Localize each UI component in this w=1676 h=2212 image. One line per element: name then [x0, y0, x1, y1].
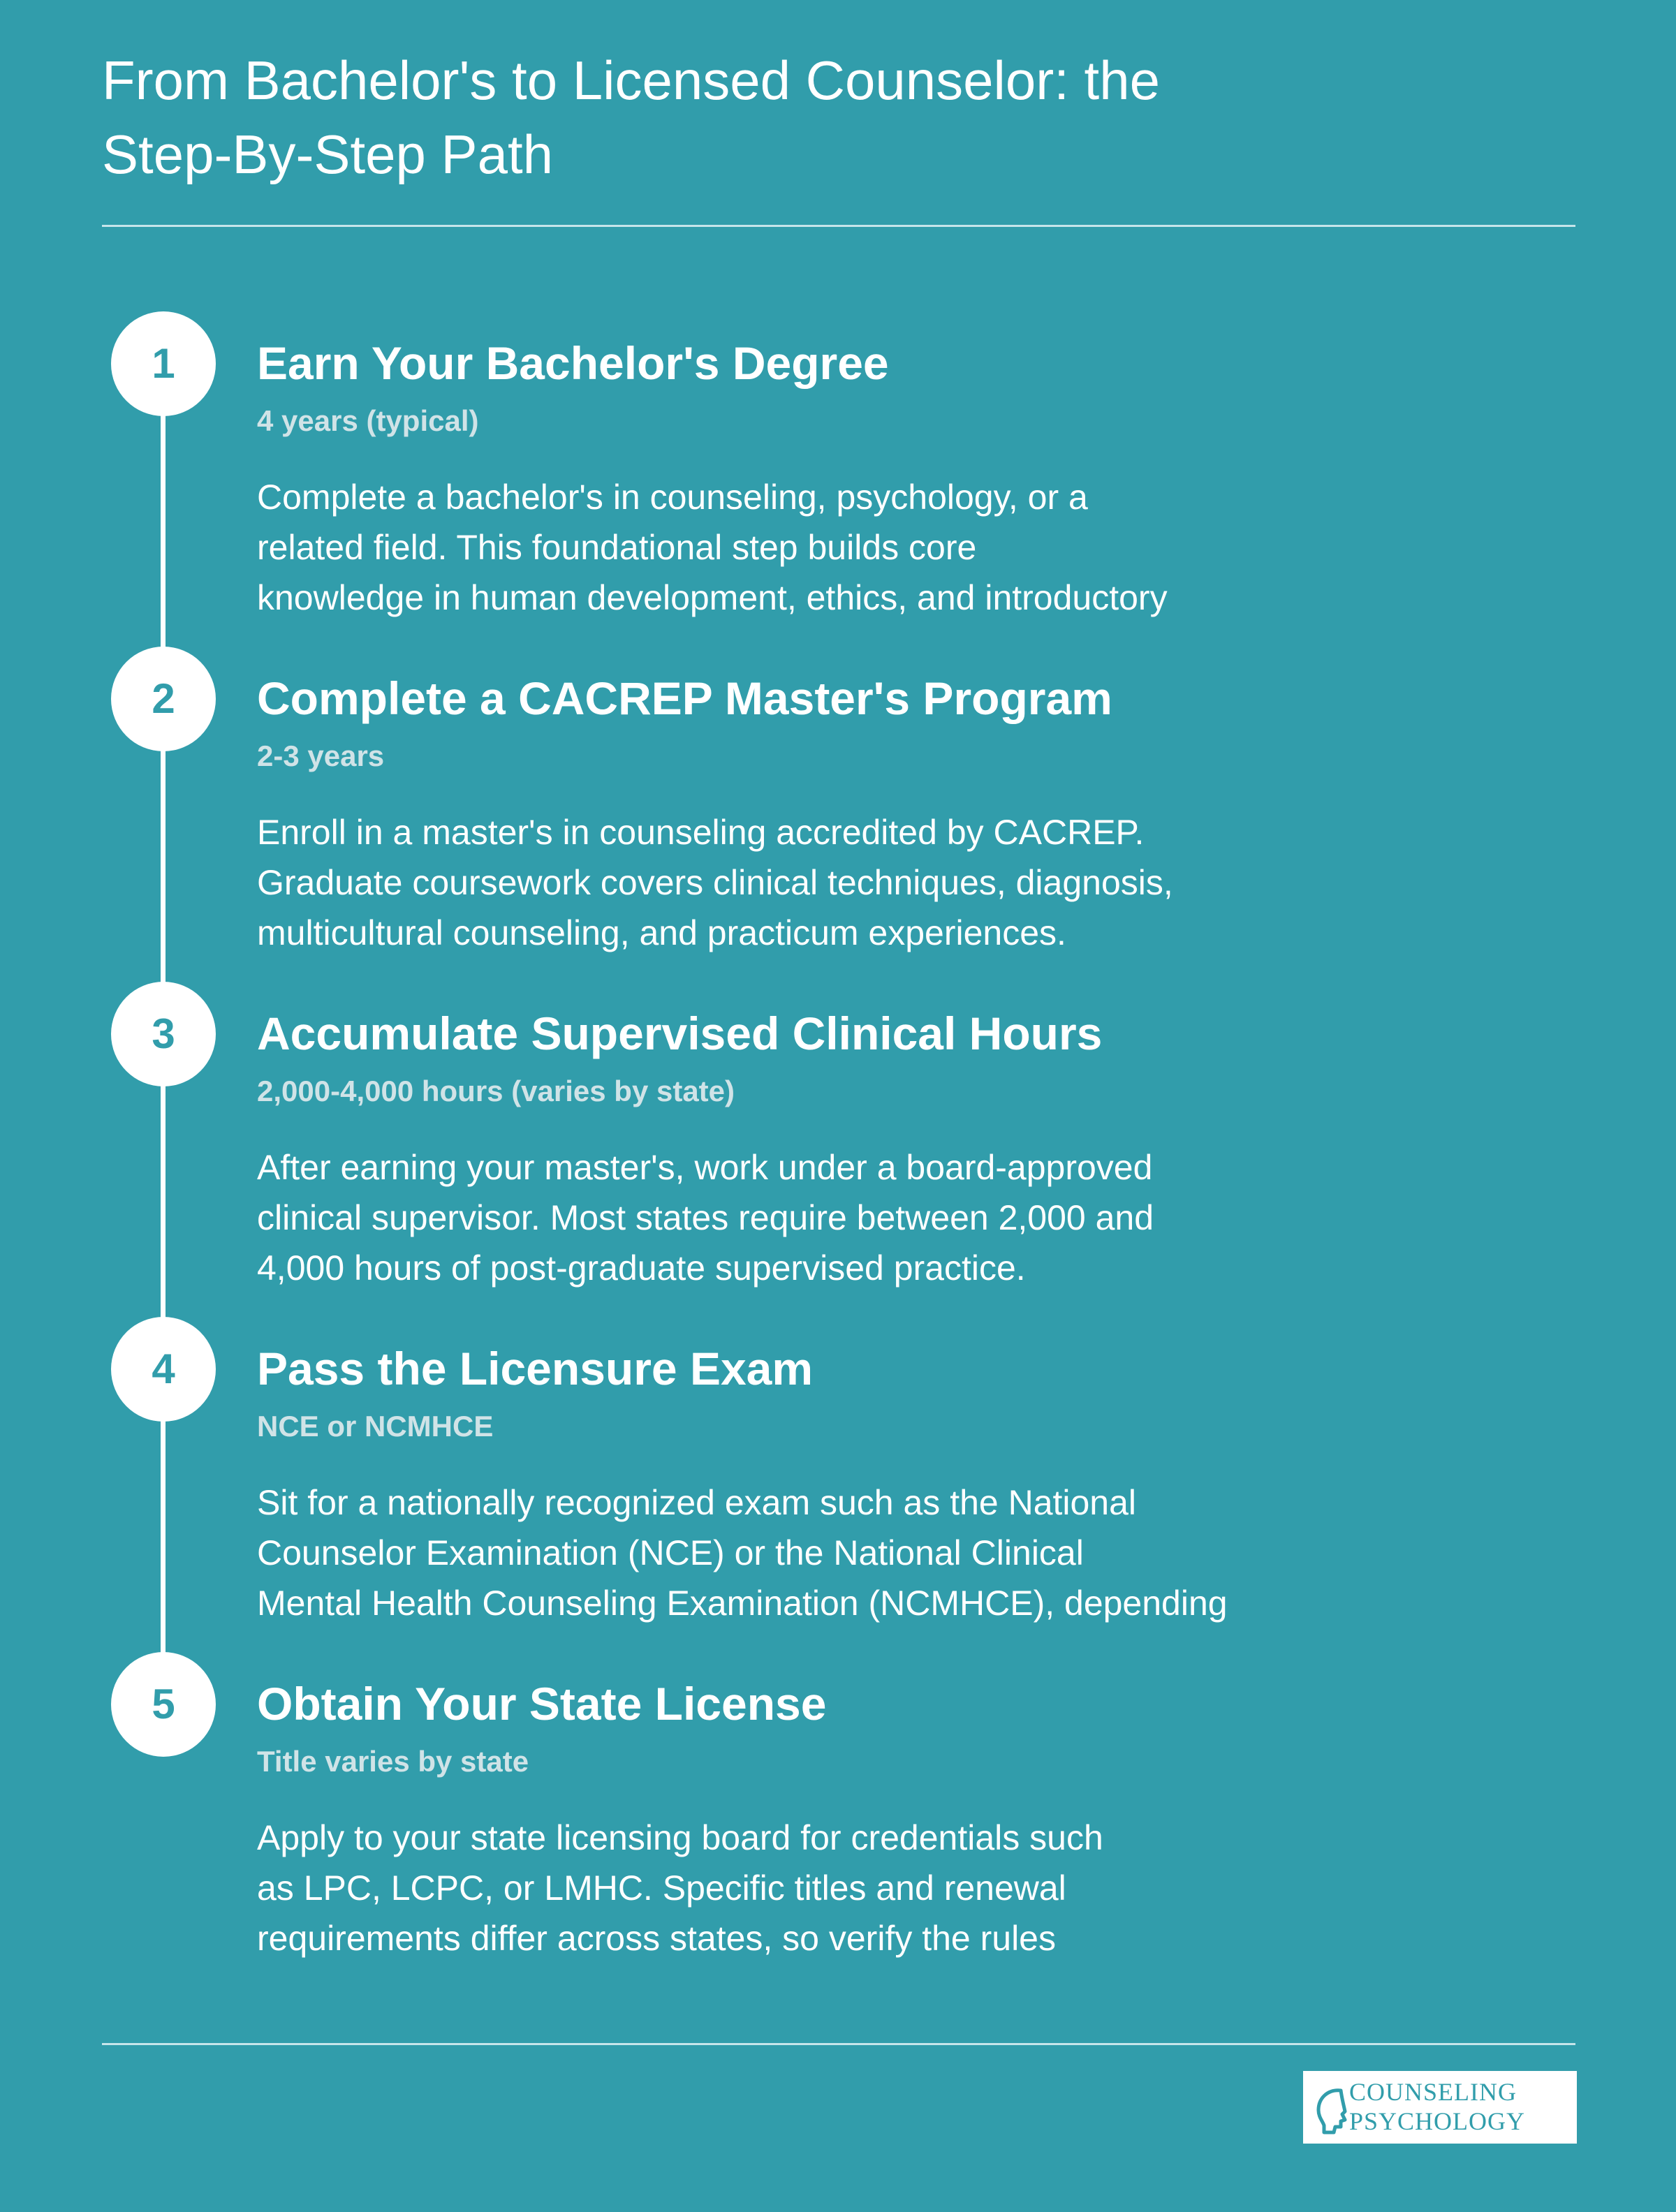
logo-line-1: COUNSELING	[1349, 2078, 1517, 2106]
step-number-badge: 2	[111, 647, 216, 751]
head-profile-icon	[1313, 2086, 1355, 2135]
step-description-line: related field. This foundational step builds core	[257, 528, 977, 567]
page-title	[102, 43, 1499, 191]
step-description-line: clinical supervisor. Most states require between 2,000 and	[257, 1198, 1154, 1237]
step-4	[0, 1317, 1676, 1623]
step-description-line: knowledge in human development, ethics, and introductory	[257, 578, 1168, 617]
step-description-line: Sit for a nationally recognized exam such as the National	[257, 1483, 1137, 1522]
step-description-line: requirements differ across states, so verify the rules	[257, 1919, 1056, 1958]
step-description-line: Counselor Examination (NCE) or the National Clinical	[257, 1533, 1084, 1572]
step-title: Obtain Your State License	[257, 1678, 827, 1730]
bottom-divider	[102, 2043, 1575, 2045]
step-title: Earn Your Bachelor's Degree	[257, 337, 889, 389]
step-duration: 2-3 years	[257, 739, 385, 772]
step-title: Complete a CACREP Master's Program	[257, 672, 1112, 724]
step-description	[257, 1142, 1409, 1293]
step-duration: 4 years (typical)	[257, 404, 479, 437]
step-description	[257, 472, 1409, 623]
step-number-badge: 4	[111, 1317, 216, 1422]
step-description-line: Graduate coursework covers clinical techniques, diagnosis,	[257, 863, 1173, 902]
step-description-line: Apply to your state licensing board for credentials such	[257, 1818, 1103, 1857]
step-2	[0, 647, 1676, 952]
step-number-badge: 5	[111, 1652, 216, 1757]
step-description-line: as LPC, LCPC, or LMHC. Specific titles and renewal	[257, 1868, 1066, 1908]
step-description-line: 4,000 hours of post-graduate supervised practice.	[257, 1248, 1026, 1288]
page-title-line-2: Step-By-Step Path	[102, 124, 554, 185]
step-title: Accumulate Supervised Clinical Hours	[257, 1008, 1103, 1059]
logo-line-2: PSYCHOLOGY	[1349, 2107, 1526, 2135]
step-description-line: multicultural counseling, and practicum experiences.	[257, 913, 1066, 952]
step-duration: Title varies by state	[257, 1745, 529, 1778]
step-description	[257, 807, 1409, 958]
step-1	[0, 311, 1676, 617]
page-title-line-1: From Bachelor's to Licensed Counselor: the	[102, 50, 1160, 111]
step-description	[257, 1813, 1409, 1963]
step-5	[0, 1652, 1676, 1958]
step-description-line: Mental Health Counseling Examination (NCMHCE), depending	[257, 1584, 1228, 1623]
step-description	[257, 1477, 1409, 1628]
step-title: Pass the Licensure Exam	[257, 1343, 814, 1394]
step-number-badge: 1	[111, 311, 216, 416]
top-divider	[102, 225, 1575, 227]
step-duration: NCE or NCMHCE	[257, 1410, 494, 1443]
step-3	[0, 982, 1676, 1288]
step-duration: 2,000-4,000 hours (varies by state)	[257, 1075, 735, 1107]
step-number-badge: 3	[111, 982, 216, 1086]
step-description-line: Enroll in a master's in counseling accredited by CACREP.	[257, 813, 1145, 852]
step-description-line: After earning your master's, work under a board-approved	[257, 1148, 1153, 1187]
step-description-line: Complete a bachelor's in counseling, psychology, or a	[257, 478, 1088, 517]
counseling-psychology-logo	[1303, 2071, 1577, 2144]
